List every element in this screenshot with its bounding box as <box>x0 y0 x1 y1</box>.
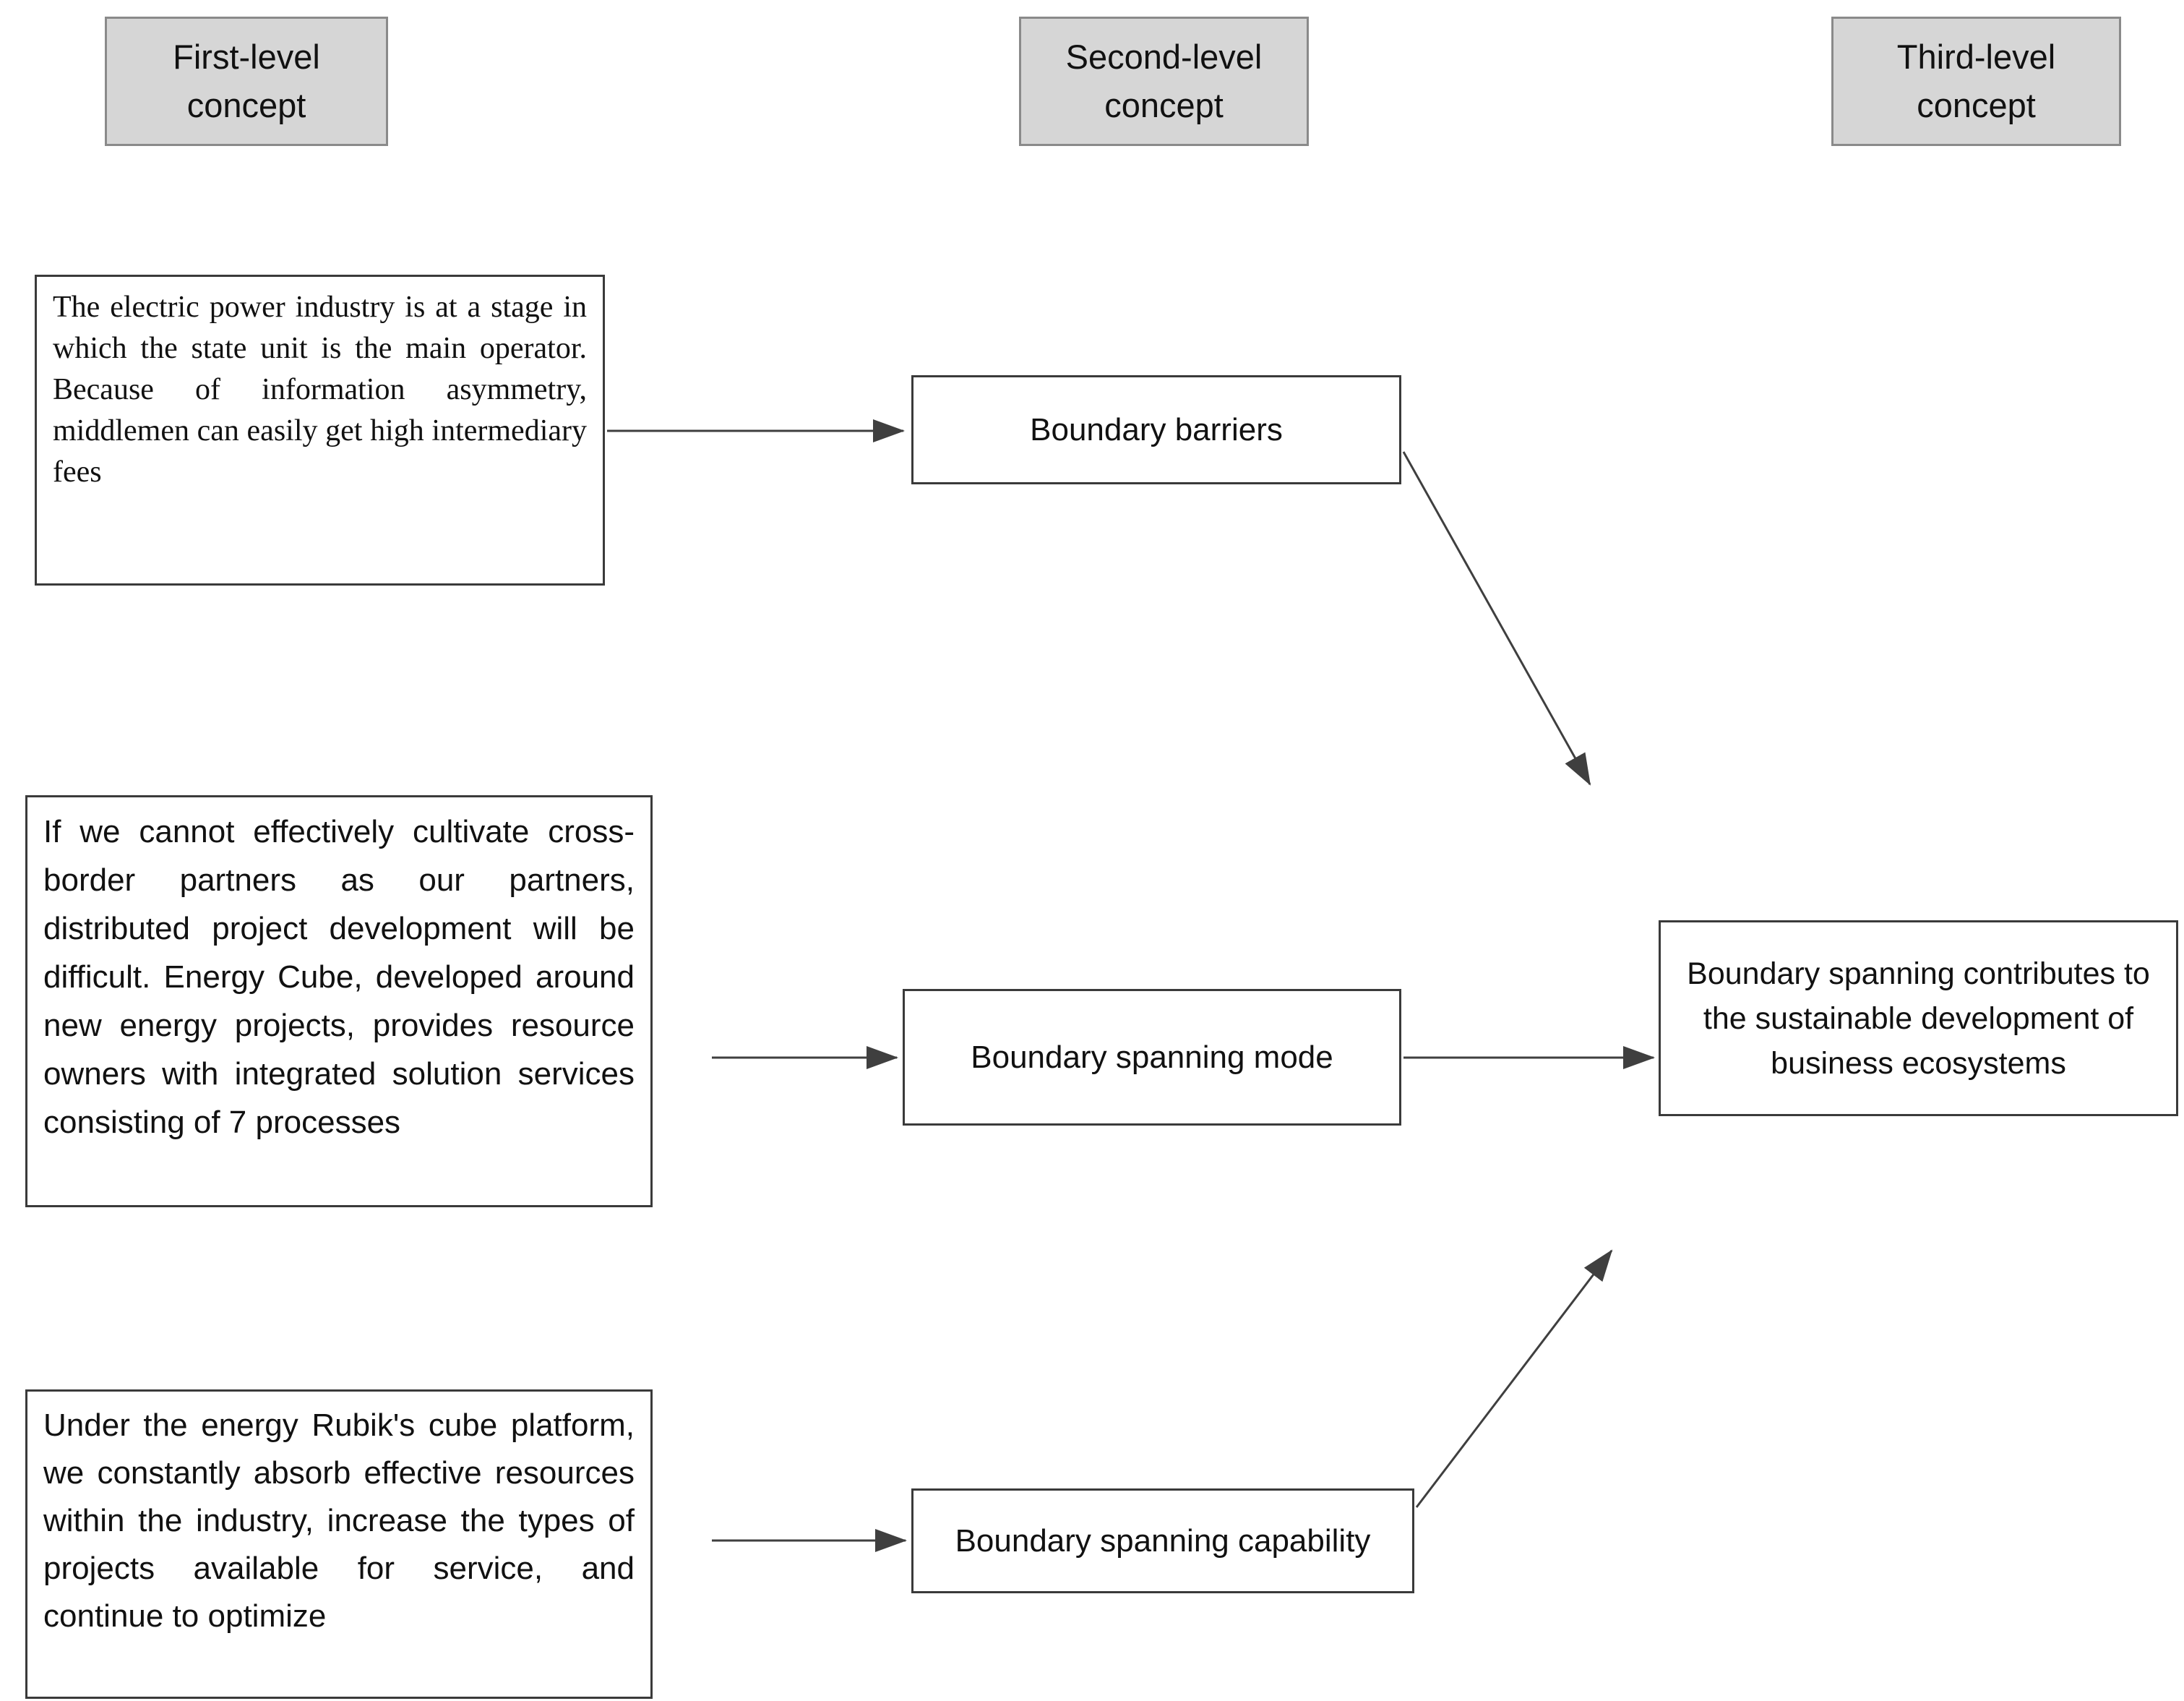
third-level-label: Boundary spanning contributes to the sustainable development of business ecosystems <box>1687 956 2150 1081</box>
second-level-label-3: Boundary spanning capability <box>955 1522 1371 1559</box>
header-third-level-concept <box>1831 17 2121 146</box>
first-level-text-1: The electric power industry is at a stage in which the state unit is the main operator. Because of information asymmetry, middlemen can easily get high intermediary fees <box>53 291 587 489</box>
first-level-box-electric-power <box>35 275 605 586</box>
arrow-boundary-spanning-capability-to-third-level <box>1416 1251 1612 1507</box>
header-first-level-concept <box>105 17 388 146</box>
arrow-boundary-barriers-to-third-level <box>1403 452 1590 784</box>
second-level-label-1: Boundary barriers <box>1030 411 1283 447</box>
header-second-level-concept <box>1019 17 1309 146</box>
first-level-text-3: Under the energy Rubik's cube platform, we constantly absorb effective resources within the industry, increase the types of projects available for service, and continue to optimize <box>43 1407 635 1634</box>
first-level-text-2: If we cannot effectively cultivate cross-border partners as our partners, distributed project development will be difficult. Energy Cube, developed around new energy projects, provides resource owners with integrated solution services consisting of 7 processes <box>43 814 635 1140</box>
header-first-level-label: First-level concept <box>173 37 320 124</box>
third-level-box-boundary-spanning-contribution <box>1659 920 2178 1116</box>
second-level-box-boundary-barriers <box>911 375 1401 484</box>
second-level-label-2: Boundary spanning mode <box>971 1039 1333 1075</box>
second-level-box-boundary-spanning-capability <box>911 1488 1414 1593</box>
second-level-box-boundary-spanning-mode <box>903 989 1401 1126</box>
first-level-box-energy-cube <box>25 795 653 1207</box>
header-second-level-label: Second-level concept <box>1065 37 1263 124</box>
first-level-box-rubiks-cube <box>25 1389 653 1699</box>
header-third-level-label: Third-level concept <box>1896 37 2056 124</box>
